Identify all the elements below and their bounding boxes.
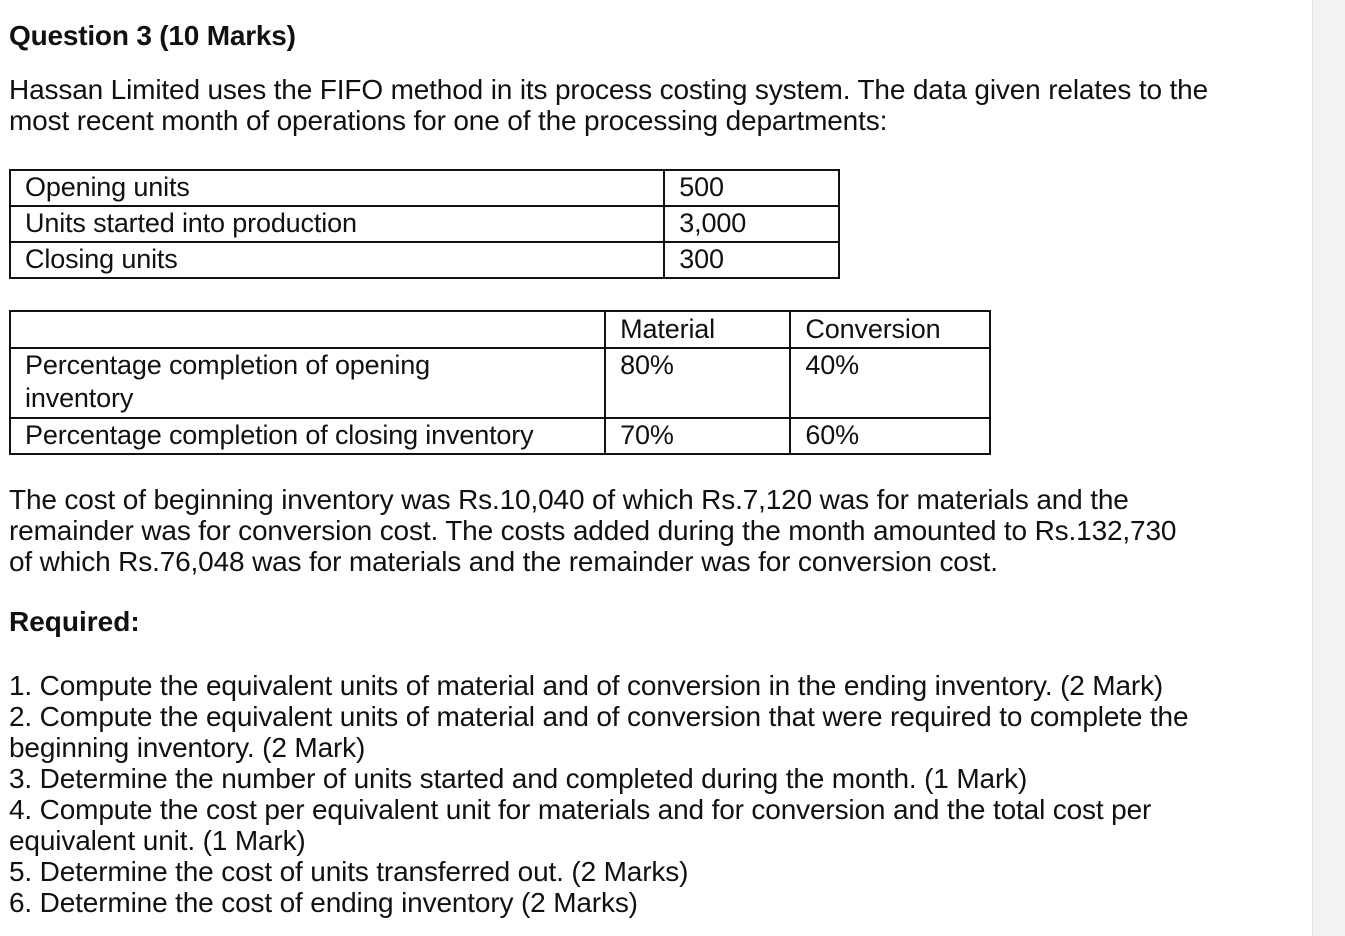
list-item-line: equivalent unit. (1 Mark)	[9, 825, 306, 856]
completion-table	[9, 310, 991, 455]
table-cell-label: Opening units	[10, 170, 664, 206]
intro-line: Hassan Limited uses the FIFO method in its process costing system. The data given relates to the	[9, 74, 1208, 105]
table-cell-label-line: Percentage completion of opening	[25, 350, 430, 380]
list-item	[9, 763, 1188, 794]
table-cell-label	[10, 348, 605, 418]
table-row	[10, 170, 839, 206]
cost-paragraph	[9, 484, 1176, 577]
table-cell-conversion: 60%	[790, 418, 990, 454]
table-cell-value: 500	[664, 170, 839, 206]
table-cell-label	[10, 418, 605, 454]
list-item	[9, 856, 1188, 887]
list-item	[9, 887, 1188, 918]
table-cell-label-line: inventory	[25, 383, 134, 413]
list-item	[9, 670, 1188, 701]
table-cell-label-line: Percentage completion of closing inventory	[25, 420, 534, 450]
list-item-line: 5. Determine the cost of units transferred out. (2 Marks)	[9, 856, 689, 887]
cost-line: remainder was for conversion cost. The costs added during the month amounted to Rs.132,730	[9, 515, 1177, 546]
list-item	[9, 794, 1188, 856]
question-heading: Question 3 (10 Marks)	[9, 20, 296, 51]
table-header-cell: Conversion	[790, 311, 990, 348]
table-cell-material: 70%	[605, 418, 790, 454]
table-cell-label: Closing units	[10, 242, 664, 278]
list-item-line: 4. Compute the cost per equivalent unit for materials and for conversion and the total cost per	[9, 794, 1152, 825]
units-table	[9, 169, 840, 279]
list-item-line: beginning inventory. (2 Mark)	[9, 732, 366, 763]
table-row	[10, 206, 839, 242]
table-cell-material: 80%	[605, 348, 790, 418]
cost-line: The cost of beginning inventory was Rs.10,040 of which Rs.7,120 was for materials and the	[9, 484, 1129, 515]
table-cell-conversion: 40%	[790, 348, 990, 418]
table-cell-label: Units started into production	[10, 206, 664, 242]
required-title: Required:	[9, 606, 140, 637]
intro-line: most recent month of operations for one of the processing departments:	[9, 105, 888, 136]
list-item-line: 6. Determine the cost of ending inventory (2 Marks)	[9, 887, 638, 918]
table-header-cell: Material	[605, 311, 790, 348]
list-item	[9, 701, 1188, 763]
list-item-line: 1. Compute the equivalent units of material and of conversion in the ending inventory. (2 Mark)	[9, 670, 1164, 701]
table-row	[10, 418, 990, 454]
table-cell-value: 3,000	[664, 206, 839, 242]
required-list	[9, 670, 1188, 918]
list-item-line: 3. Determine the number of units started and completed during the month. (1 Mark)	[9, 763, 1028, 794]
table-header-cell	[10, 311, 605, 348]
list-item-line: 2. Compute the equivalent units of material and of conversion that were required to complete the	[9, 701, 1189, 732]
table-cell-value: 300	[664, 242, 839, 278]
scrollbar-track[interactable]	[1312, 0, 1345, 936]
intro-paragraph	[9, 74, 1208, 136]
table-header-row	[10, 311, 990, 348]
table-row	[10, 242, 839, 278]
table-row	[10, 348, 990, 418]
cost-line: of which Rs.76,048 was for materials and the remainder was for conversion cost.	[9, 546, 998, 577]
